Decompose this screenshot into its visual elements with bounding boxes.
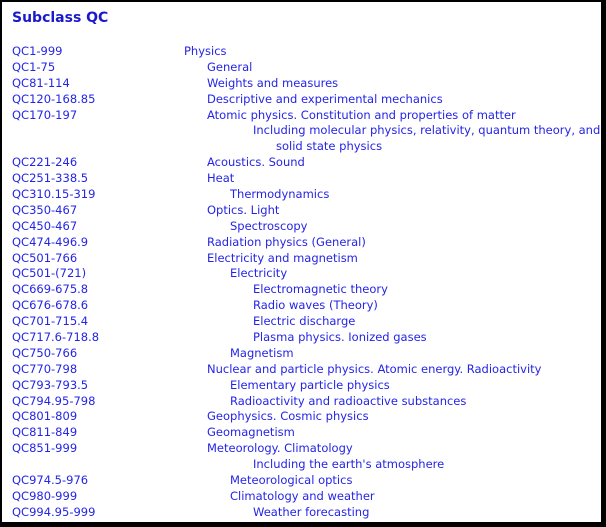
list-item	[12, 489, 601, 505]
class-code: QC676-678.6	[12, 298, 89, 313]
class-description: Electromagnetic theory	[253, 282, 388, 297]
class-description: Meteorology. Climatology	[207, 441, 353, 456]
class-description: Weights and measures	[207, 75, 339, 90]
class-description: Radio waves (Theory)	[253, 298, 378, 313]
class-code: QC474-496.9	[12, 234, 89, 249]
class-code: QC701-715.4	[12, 314, 89, 329]
class-code: QC1-75	[12, 59, 56, 74]
list-item	[12, 362, 601, 378]
list-item	[12, 282, 601, 298]
page-title: Subclass QC	[12, 10, 109, 26]
list-item	[12, 409, 601, 425]
list-item	[12, 330, 601, 346]
class-description: Optics. Light	[207, 202, 280, 217]
list-item	[12, 76, 601, 92]
class-code: QC851-999	[12, 441, 78, 456]
class-code: QC801-809	[12, 409, 78, 424]
class-code: QC717.6-718.8	[12, 330, 100, 345]
list-item	[12, 473, 601, 489]
class-code: QC81-114	[12, 75, 70, 90]
list-item	[12, 298, 601, 314]
class-code: QC450-467	[12, 218, 78, 233]
class-code: QC793-793.5	[12, 377, 89, 392]
class-code: QC501-(721)	[12, 266, 87, 281]
class-description: Magnetism	[230, 345, 294, 360]
class-description: General	[207, 59, 253, 74]
class-code: QC811-849	[12, 425, 78, 440]
class-description: Weather forecasting	[253, 504, 370, 519]
class-description: Including molecular physics, relativity, quantum theory, and	[253, 123, 601, 138]
class-code: QC251-338.5	[12, 171, 89, 186]
list-item	[12, 457, 601, 473]
class-description: Electricity	[230, 266, 288, 281]
class-code: QC170-197	[12, 107, 78, 122]
classification-list	[12, 44, 601, 521]
list-item	[12, 378, 601, 394]
class-code: QC501-766	[12, 250, 78, 265]
class-description: Climatology and weather	[230, 488, 375, 503]
list-item	[12, 251, 601, 267]
class-description: Heat	[207, 171, 235, 186]
class-description: Geomagnetism	[207, 425, 295, 440]
class-code: QC669-675.8	[12, 282, 89, 297]
list-item	[12, 108, 601, 124]
class-description: Physics	[184, 44, 227, 58]
class-code: QC350-467	[12, 202, 78, 217]
class-description: Thermodynamics	[230, 187, 330, 202]
class-description: Electric discharge	[253, 314, 356, 329]
class-code: QC120-168.85	[12, 91, 96, 106]
list-item	[12, 266, 601, 282]
list-item	[12, 314, 601, 330]
list-item	[12, 394, 601, 410]
list-item	[12, 123, 601, 139]
class-description: Geophysics. Cosmic physics	[207, 409, 369, 424]
list-item	[12, 60, 601, 76]
list-item	[12, 219, 601, 235]
list-item	[12, 44, 601, 60]
class-description: Meteorological optics	[230, 473, 353, 488]
list-item	[12, 139, 601, 155]
list-item	[12, 235, 601, 251]
class-code: QC750-766	[12, 345, 78, 360]
class-code: QC1-999	[12, 44, 63, 58]
class-description: Spectroscopy	[230, 218, 308, 233]
list-item	[12, 425, 601, 441]
list-item	[12, 92, 601, 108]
class-description: Plasma physics. Ionized gases	[253, 330, 427, 345]
list-item	[12, 187, 601, 203]
class-description: Elementary particle physics	[230, 377, 390, 392]
class-code: QC994.95-999	[12, 504, 96, 519]
class-description: Radioactivity and radioactive substances	[230, 393, 467, 408]
class-description: Radiation physics (General)	[207, 234, 366, 249]
class-code: QC221-246	[12, 155, 78, 170]
class-code: QC794.95-798	[12, 393, 96, 408]
class-description: Electricity and magnetism	[207, 250, 358, 265]
class-description: Including the earth's atmosphere	[253, 457, 445, 472]
list-item	[12, 505, 601, 521]
class-description: solid state physics	[276, 139, 383, 154]
class-code: QC974.5-976	[12, 473, 89, 488]
class-description: Nuclear and particle physics. Atomic energy. Radioactivity	[207, 361, 542, 376]
list-item	[12, 441, 601, 457]
class-description: Acoustics. Sound	[207, 155, 305, 170]
class-code: QC770-798	[12, 361, 78, 376]
list-item	[12, 203, 601, 219]
class-code: QC980-999	[12, 488, 78, 503]
class-description: Atomic physics. Constitution and properties of matter	[207, 107, 516, 122]
list-item	[12, 346, 601, 362]
class-description: Descriptive and experimental mechanics	[207, 91, 443, 106]
list-item	[12, 171, 601, 187]
list-item	[12, 155, 601, 171]
class-code: QC310.15-319	[12, 187, 96, 202]
